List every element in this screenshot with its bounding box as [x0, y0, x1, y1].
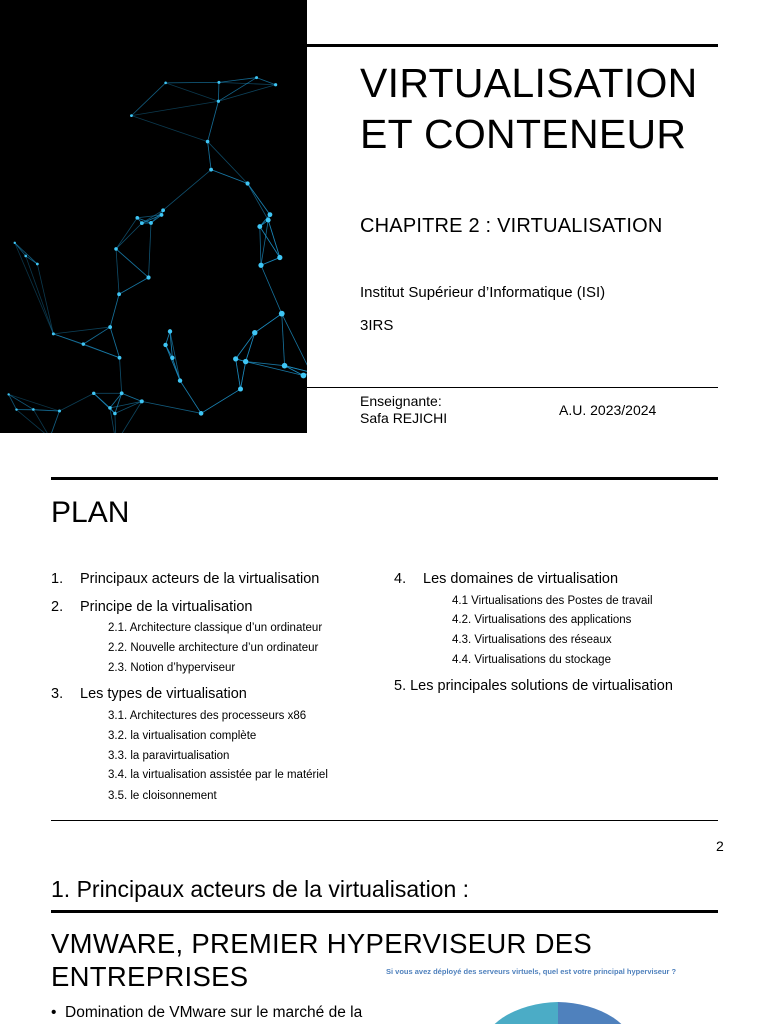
globe-link	[248, 183, 269, 220]
plan-item-number: 2.	[51, 599, 64, 615]
globe-node	[146, 275, 150, 279]
survey-pie-icon	[470, 994, 650, 1024]
globe-link	[236, 333, 255, 359]
cover-academic-year: A.U. 2023/2024	[559, 402, 657, 418]
plan-item-label: Principaux acteurs de la virtualisation	[80, 571, 320, 587]
globe-link	[219, 78, 257, 83]
globe-node	[15, 408, 17, 410]
globe-node	[160, 213, 164, 217]
globe-link	[180, 381, 201, 414]
globe-link	[240, 362, 245, 389]
globe-node	[209, 168, 213, 172]
cover-level: 3IRS	[360, 317, 394, 334]
globe-link	[142, 401, 201, 413]
globe-node	[217, 100, 220, 103]
globe-node	[258, 263, 263, 268]
globe-node	[7, 393, 9, 395]
globe-node	[108, 325, 112, 329]
globe-link	[119, 278, 148, 295]
cover-bottom-rule	[307, 387, 718, 388]
globe-link	[261, 265, 282, 313]
plan-subitem-3-4: 3.4. la virtualisation assistée par le matériel	[108, 769, 328, 781]
globe-link	[218, 85, 275, 101]
cover-institute: Institut Supérieur d’Informatique (ISI)	[360, 284, 606, 301]
globe-node	[206, 140, 210, 144]
globe-node	[217, 81, 220, 84]
globe-links	[9, 78, 307, 433]
globe-node	[245, 181, 249, 185]
globe-node	[149, 221, 153, 225]
globe-link	[110, 327, 119, 358]
globe-node	[279, 311, 285, 317]
cover-teacher: Enseignante: Safa REJICHI	[360, 393, 448, 426]
globe-link	[246, 333, 255, 362]
globe-node	[32, 408, 35, 411]
cover-top-rule	[307, 44, 718, 47]
bullet-dot-icon: •	[51, 1004, 57, 1021]
globe-node	[243, 359, 248, 364]
globe-link	[268, 220, 280, 257]
globe-link	[116, 218, 137, 249]
globe-link	[236, 359, 241, 389]
globe-node	[266, 218, 271, 223]
globe-node	[268, 212, 273, 217]
globe-node	[92, 392, 95, 395]
cover-title: VIRTUALISATION ET CONTENEUR	[360, 60, 698, 157]
globe-node	[255, 76, 258, 79]
globe-link	[149, 223, 151, 278]
globe-node	[135, 216, 139, 220]
plan-subitem-4-3: 4.3. Virtualisations des réseaux	[452, 634, 612, 646]
globe-link	[163, 170, 211, 211]
plan-subitem-2-3: 2.3. Notion d’hyperviseur	[108, 662, 236, 674]
plan-item-number: 1.	[51, 571, 64, 587]
globe-node	[168, 329, 172, 333]
globe-node	[252, 330, 257, 335]
globe-link	[208, 142, 211, 170]
globe-link	[166, 83, 219, 101]
survey-question: Si vous avez déployé des serveurs virtuels, quel est votre principal hyperviseur ?	[386, 967, 677, 976]
section-heading: 1. Principaux acteurs de la virtualisation :	[51, 876, 470, 902]
globe-node	[130, 114, 133, 117]
globe-link	[131, 116, 207, 142]
globe-node	[178, 378, 182, 382]
vmware-bullet	[51, 1004, 362, 1022]
globe-node	[282, 363, 288, 369]
globe-link	[246, 362, 285, 366]
plan-subitem-3-2: 3.2. la virtualisation complète	[108, 730, 257, 742]
globe-link	[282, 314, 285, 366]
plan-item-number: 4.	[394, 571, 407, 587]
globe-node	[140, 399, 144, 403]
globe-link	[218, 78, 256, 102]
globe-link	[15, 243, 38, 264]
globe-link	[255, 314, 282, 333]
globe-node	[161, 208, 165, 212]
globe-nodes	[7, 76, 307, 433]
plan-item-label: Les types de virtualisation	[80, 686, 247, 702]
globe-link	[53, 334, 119, 358]
globe-link	[248, 183, 270, 214]
globe-link	[261, 258, 280, 266]
globe-node	[140, 221, 144, 225]
globe-node	[163, 343, 167, 347]
globe-link	[285, 366, 304, 376]
plan-item-5: 5. Les principales solutions de virtualisation	[394, 678, 673, 694]
globe-node	[82, 342, 85, 345]
plan-subitem-3-3: 3.3. la paravirtualisation	[108, 750, 230, 762]
plan-item-2	[51, 599, 252, 615]
globe-link	[116, 249, 119, 294]
globe-node	[117, 292, 121, 296]
plan-item-3	[51, 686, 247, 702]
globe-link	[166, 345, 180, 381]
plan-item-4	[394, 571, 618, 587]
plan-subitem-2-2: 2.2. Nouvelle architecture d’un ordinateur	[108, 642, 319, 654]
globe-link	[120, 358, 122, 394]
plan-top-rule	[51, 477, 718, 480]
plan-subitem-3-5: 3.5. le cloisonnement	[108, 790, 217, 802]
survey-pie-chart	[470, 994, 650, 1024]
plan-title: PLAN	[51, 496, 130, 529]
globe-node	[24, 255, 27, 258]
globe-node	[36, 263, 39, 266]
pie-slice-primary	[558, 1002, 636, 1024]
globe-node	[199, 411, 204, 416]
globe-node	[164, 82, 167, 85]
plan-item-number: 3.	[51, 686, 64, 702]
plan-item-label: Principe de la virtualisation	[80, 599, 253, 615]
globe-node	[108, 406, 112, 410]
globe-node	[114, 247, 118, 251]
globe-node	[14, 242, 16, 244]
globe-link	[94, 393, 115, 413]
globe-link	[33, 409, 50, 433]
globe-link	[15, 243, 54, 334]
plan-subitem-4-4: 4.4. Virtualisations du stockage	[452, 654, 611, 666]
globe-node	[274, 83, 277, 86]
plan-subitem-2-1: 2.1. Architecture classique d’un ordinateur	[108, 622, 323, 634]
globe-node	[238, 387, 243, 392]
globe-link	[26, 256, 54, 334]
globe-link	[37, 264, 53, 334]
globe-link	[219, 82, 276, 84]
plan-subitem-3-1: 3.1. Architectures des processeurs x86	[108, 710, 307, 722]
pie-slice-secondary	[480, 1002, 558, 1024]
globe-node	[120, 391, 124, 395]
globe-node	[58, 410, 61, 413]
globe-link	[116, 223, 142, 249]
globe-link	[50, 411, 60, 433]
bullet-text: Domination de VMware sur le marché de la	[65, 1004, 363, 1021]
globe-link	[122, 393, 142, 401]
plan-item-label: Les domaines de virtualisation	[423, 571, 619, 587]
globe-node	[170, 356, 174, 360]
globe-node	[52, 332, 55, 335]
cover-subtitle: CHAPITRE 2 : VIRTUALISATION	[360, 215, 663, 237]
globe-link	[208, 101, 219, 141]
plan-subitem-4-1: 4.1 Virtualisations des Postes de travail	[452, 595, 653, 607]
globe-link	[115, 413, 116, 433]
globe-node	[113, 412, 117, 416]
plan-bottom-rule	[51, 820, 718, 821]
globe-node	[118, 356, 122, 360]
globe-link	[116, 249, 149, 278]
section-rule	[51, 910, 718, 913]
globe-link	[218, 82, 219, 101]
vmware-slide-title: VMWARE, PREMIER HYPERVISEUR DES ENTREPRISES	[51, 928, 593, 992]
plan-item-1	[51, 571, 319, 587]
globe-node	[301, 373, 307, 379]
globe-link	[59, 393, 93, 411]
globe-node	[277, 255, 282, 260]
globe-link	[110, 294, 119, 327]
globe-node	[257, 224, 262, 229]
globe-link	[211, 170, 247, 184]
cover-network-globe-image	[0, 0, 307, 433]
page-number: 2	[716, 838, 724, 854]
globe-link	[260, 227, 261, 266]
network-globe-icon	[0, 0, 307, 433]
plan-subitem-4-2: 4.2. Virtualisations des applications	[452, 614, 632, 626]
globe-link	[201, 389, 240, 413]
globe-node	[233, 356, 238, 361]
globe-link	[208, 142, 248, 184]
